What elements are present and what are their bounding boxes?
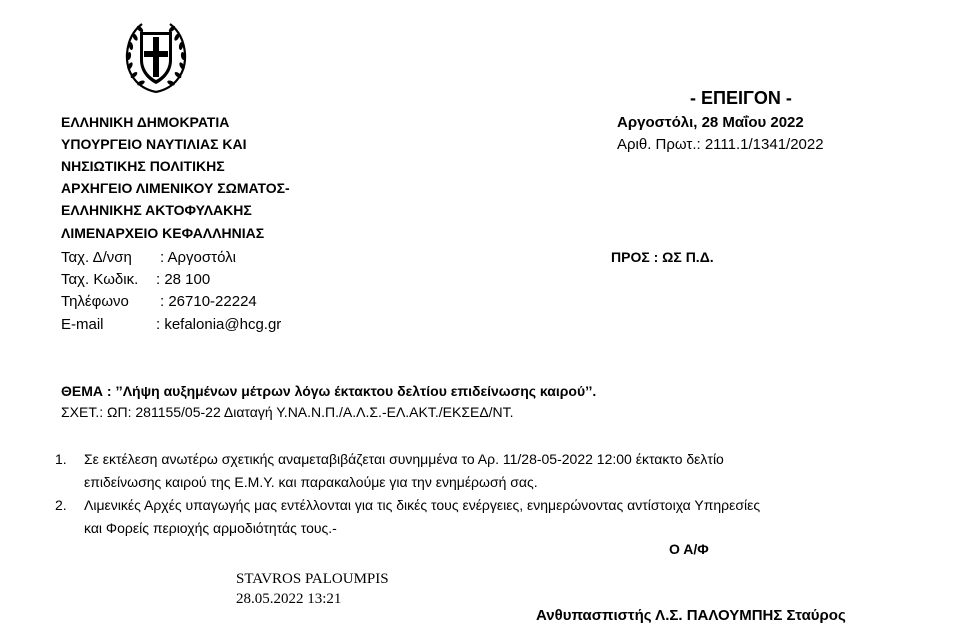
urgent-label: - ΕΠΕΙΓΟΝ - — [690, 88, 792, 108]
reference: ΣΧΕΤ.: ΩΠ: 281155/05-22 Διαταγή Υ.ΝΑ.Ν.Π./Α.Λ.Σ.-ΕΛ.ΑΚΤ./ΕΚΣΕΔ/ΝΤ. — [61, 404, 514, 420]
sender-line-1: ΕΛΛΗΝΙΚΗ ΔΗΜΟΚΡΑΤΙΑ — [61, 114, 230, 130]
item-2-line-1: Λιμενικές Αρχές υπαγωγής μας εντέλλονται για τις δικές τους ενέργειες, ενημερώνοντας αντίστοιχα Υπηρεσίες — [84, 497, 761, 513]
greek-coat-of-arms-icon — [122, 18, 190, 96]
contact-address-value: : Αργοστόλι — [160, 249, 236, 266]
signer-name: Ανθυπασπιστής Λ.Σ. ΠΑΛΟΥΜΠΗΣ Σταύρος — [536, 607, 846, 624]
digital-signature-date: 28.05.2022 13:21 — [236, 591, 342, 607]
protocol-label: Αριθ. Πρωτ.: — [617, 136, 701, 153]
recipient: ΠΡΟΣ : ΩΣ Π.Δ. — [611, 249, 714, 265]
document-date: Αργοστόλι, 28 Μαΐου 2022 — [617, 114, 804, 131]
contact-email-label: E-mail — [61, 316, 104, 333]
digital-signature-name: STAVROS PALOUMPIS — [236, 571, 389, 587]
item-1-line-1: Σε εκτέλεση ανωτέρω σχετικής αναμεταβιβάζεται συνημμένα το Αρ. 11/28-05-2022 12:00 έκτακτο δελτίο — [84, 451, 724, 467]
protocol-number: 2111.1/1341/2022 — [704, 136, 824, 153]
contact-address-label: Ταχ. Δ/νση — [61, 249, 132, 266]
item-1-number: 1. — [55, 451, 67, 467]
contact-email-value: : kefalonia@hcg.gr — [156, 316, 282, 333]
contact-phone-label: Τηλέφωνο — [61, 293, 129, 310]
item-2-line-2: και Φορείς περιοχής αρμοδιότητάς τους.- — [84, 520, 337, 536]
sender-line-5: ΕΛΛΗΝΙΚΗΣ ΑΚΤΟΦΥΛΑΚΗΣ — [61, 202, 252, 218]
sender-line-2: ΥΠΟΥΡΓΕΙΟ ΝΑΥΤΙΛΙΑΣ ΚΑΙ — [61, 136, 247, 152]
sender-line-6: ΛΙΜΕΝΑΡΧΕΙΟ ΚΕΦΑΛΛΗΝΙΑΣ — [61, 225, 265, 241]
subject: ΘΕΜΑ : ’’Λήψη αυξημένων μέτρων λόγω έκτακτου δελτίου επιδείνωσης καιρού’’. — [61, 383, 597, 399]
contact-postcode-value: : 28 100 — [156, 271, 211, 288]
item-2-number: 2. — [55, 497, 67, 513]
item-1-line-2: επιδείνωσης καιρού της Ε.Μ.Υ. και παρακαλούμε για την ενημέρωσή σας. — [84, 474, 538, 490]
item-2-text — [84, 494, 922, 540]
sender-line-4: ΑΡΧΗΓΕΙΟ ΛΙΜΕΝΙΚΟΥ ΣΩΜΑΤΟΣ- — [61, 180, 290, 196]
signature-for-label: Ο Α/Φ — [669, 541, 709, 557]
item-1-text — [84, 448, 922, 494]
contact-postcode-label: Ταχ. Κωδικ. — [61, 271, 139, 288]
protocol-line — [617, 136, 824, 153]
sender-line-3: ΝΗΣΙΩΤΙΚΗΣ ΠΟΛΙΤΙΚΗΣ — [61, 158, 225, 174]
contact-phone-value: : 26710-22224 — [160, 293, 257, 310]
